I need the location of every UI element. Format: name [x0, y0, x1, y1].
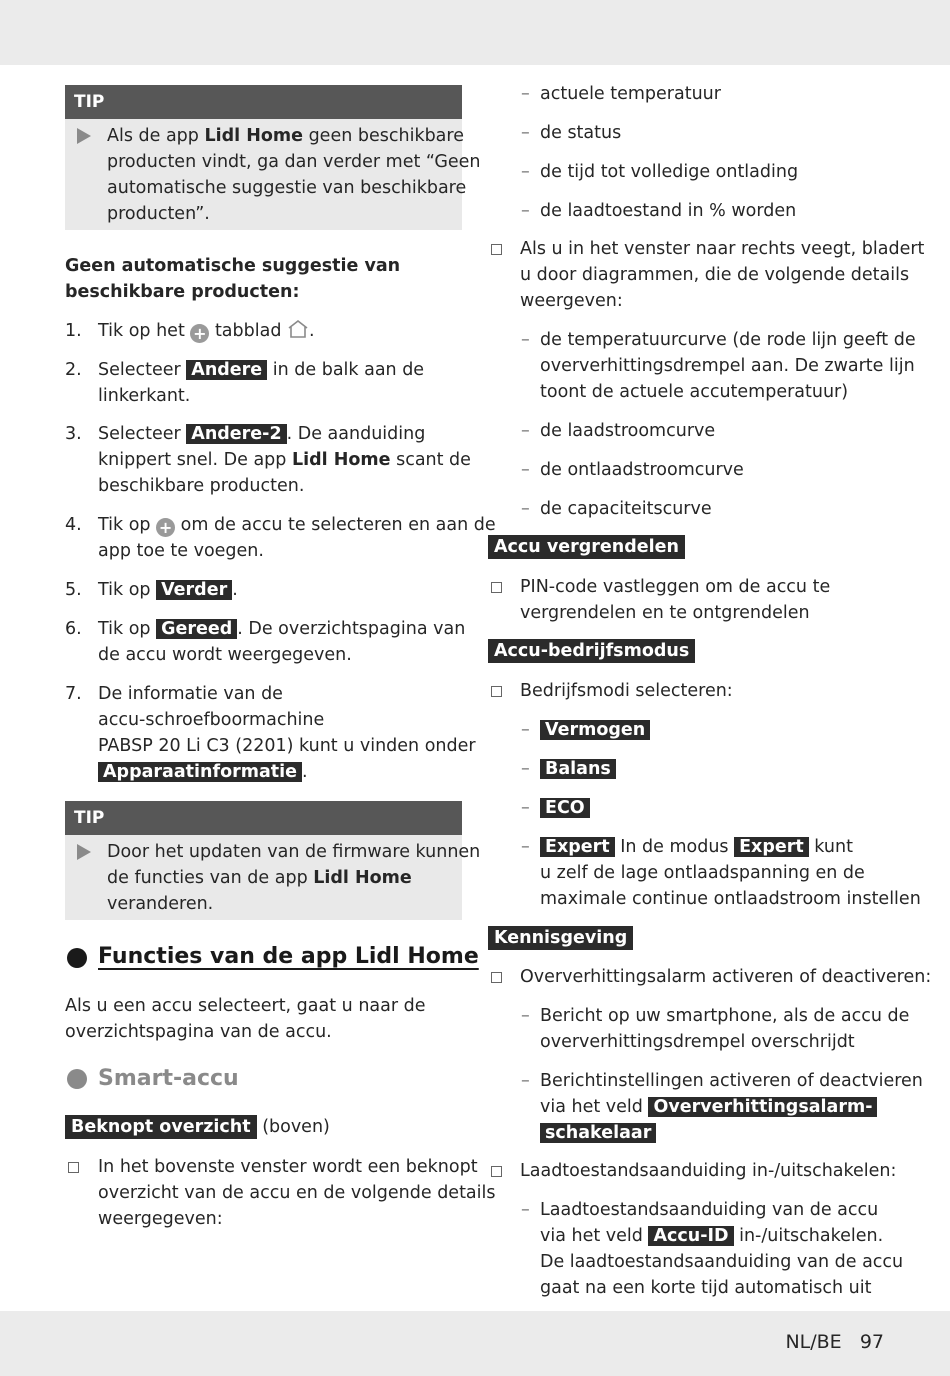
dash-bullet: –	[521, 1006, 530, 1026]
tip-heading: TIP	[65, 801, 462, 835]
home-icon	[287, 319, 309, 339]
tip-box-2	[65, 801, 481, 920]
step-number: 5.	[65, 580, 82, 600]
step-number: 1.	[65, 321, 82, 341]
plus-circle-icon: +	[156, 518, 175, 537]
list-item-text: de laadstroomcurve	[540, 421, 716, 441]
step-number: 4.	[65, 515, 82, 535]
dash-bullet: –	[521, 162, 530, 182]
checkbox-icon	[491, 972, 502, 983]
mode-option: Vermogen	[540, 717, 650, 743]
list-item-text: Laadtoestandsaanduiding van de accu	[540, 1200, 879, 1220]
list-item-text: via het veld Accu-ID in-/uitschakelen.	[540, 1226, 884, 1246]
subheading: beschikbare producten:	[65, 282, 300, 302]
step-text: de accu wordt weergegeven.	[98, 645, 352, 665]
step-number: 3.	[65, 424, 82, 444]
step-5: Tik op Verder .	[98, 580, 238, 600]
lock-label: Accu vergrendelen	[488, 534, 685, 560]
mode-option-expert: Expert In de modus Expert kunt	[540, 834, 853, 860]
step-text: knippert snel. De app Lidl Home scant de	[98, 450, 471, 470]
list-item-text: de tijd tot volledige ontlading	[540, 162, 799, 182]
list-item-text: In het bovenste venster wordt een beknopt	[98, 1157, 478, 1177]
page-footer: NL/BE 97	[785, 1331, 884, 1353]
mode-option: Balans	[540, 756, 616, 782]
tip-text: veranderen.	[107, 894, 214, 914]
tip-text: Als de app Lidl Home geen beschikbare	[107, 126, 464, 146]
step-number: 6.	[65, 619, 82, 639]
list-item-text: de laadtoestand in % worden	[540, 201, 797, 221]
dash-bullet: –	[521, 421, 530, 441]
step-text: PABSP 20 Li C3 (2201) kunt u vinden onder	[98, 736, 476, 756]
list-item-text: via het veld Oververhittingsalarm-	[540, 1094, 877, 1120]
step-text: beschikbare producten.	[98, 476, 305, 496]
list-item-text: schakelaar	[540, 1120, 656, 1146]
step-number: 7.	[65, 684, 82, 704]
list-item-text: Bedrijfsmodi selecteren:	[520, 681, 733, 701]
dash-bullet: –	[521, 84, 530, 104]
list-item-text: oververhittingsdrempel aan. De zwarte lijn	[540, 356, 915, 376]
step-text: linkerkant.	[98, 386, 191, 406]
tip-text: producten vindt, ga dan verder met “Geen	[107, 152, 481, 172]
dash-bullet: –	[521, 123, 530, 143]
section-title: Functies van de app Lidl Home	[98, 944, 479, 969]
step-text: accu-schroefboormachine	[98, 710, 325, 730]
list-item-text: u zelf de lage ontlaadspanning en de	[540, 863, 865, 883]
list-item-text: maximale continue ontlaadstroom instellen	[540, 889, 921, 909]
list-item-text: weergegeven:	[98, 1209, 223, 1229]
dash-bullet: –	[521, 759, 530, 779]
button-label-apparaatinformatie: Apparaatinformatie	[98, 762, 302, 782]
list-item-text: oververhittingsdrempel overschrijdt	[540, 1032, 855, 1052]
list-item-text: Bericht op uw smartphone, als de accu de	[540, 1006, 910, 1026]
dash-bullet: –	[521, 1071, 530, 1091]
intro-text: Als u een accu selecteert, gaat u naar de	[65, 996, 426, 1016]
dash-bullet: –	[521, 1200, 530, 1220]
button-label-verder: Verder	[156, 580, 232, 600]
button-label-andere-2: Andere-2	[186, 424, 286, 444]
list-item-text: de status	[540, 123, 622, 143]
dash-bullet: –	[521, 837, 530, 857]
list-item-text: Laadtoestandsaanduiding in-/uitschakelen:	[520, 1161, 897, 1181]
list-item-text: weergeven:	[520, 291, 623, 311]
step-2: Selecteer Andere in de balk aan de	[98, 360, 425, 380]
subheading: Geen automatische suggestie van	[65, 256, 401, 276]
step-text: Apparaatinformatie .	[98, 759, 308, 785]
checkbox-icon	[491, 582, 502, 593]
list-item-text: de capaciteitscurve	[540, 499, 712, 519]
checkbox-icon	[68, 1162, 79, 1173]
list-item-text: u door diagrammen, die de volgende details	[520, 265, 910, 285]
step-1: Tik op het + tabblad .	[98, 321, 315, 343]
button-label-andere: Andere	[186, 360, 267, 380]
step-6: Tik op Gereed . De overzichtspagina van	[98, 619, 466, 639]
step-text: app toe te voegen.	[98, 541, 264, 561]
list-item-text: Als u in het venster naar rechts veegt, bladert	[520, 239, 925, 259]
list-item-text: de temperatuurcurve (de rode lijn geeft de	[540, 330, 916, 350]
list-item-text: overzicht van de accu en de volgende details	[98, 1183, 496, 1203]
tip-text: automatische suggestie van beschikbare	[107, 178, 467, 198]
bullet-dot-icon	[67, 1069, 87, 1089]
step-text: De informatie van de	[98, 684, 283, 704]
mode-label: Accu-bedrijfsmodus	[488, 638, 695, 664]
list-item-text: toont de actuele accutemperatuur)	[540, 382, 849, 402]
tip-text: de functies van de app Lidl Home	[107, 868, 412, 888]
checkbox-icon	[491, 1166, 502, 1177]
arrow-icon	[77, 128, 91, 144]
list-item-text: Berichtinstellingen activeren of deactvieren	[540, 1071, 923, 1091]
mode-option: ECO	[540, 795, 590, 821]
dash-bullet: –	[521, 499, 530, 519]
dash-bullet: –	[521, 460, 530, 480]
intro-text: overzichtspagina van de accu.	[65, 1022, 332, 1042]
bullet-dot-icon	[67, 948, 87, 968]
step-number: 2.	[65, 360, 82, 380]
tip-box-1	[65, 85, 481, 230]
dash-bullet: –	[521, 720, 530, 740]
arrow-icon	[77, 844, 91, 860]
list-item-text: vergrendelen en te ontgrendelen	[520, 603, 810, 623]
checkbox-icon	[491, 244, 502, 255]
tip-text: Door het updaten van de firmware kunnen	[107, 842, 481, 862]
tip-text: producten”.	[107, 204, 210, 224]
dash-bullet: –	[521, 330, 530, 350]
step-4: Tik op + om de accu te selecteren en aan de	[98, 515, 496, 537]
dash-bullet: –	[521, 201, 530, 221]
plus-circle-icon: +	[190, 324, 209, 343]
notice-label: Kennisgeving	[488, 925, 633, 951]
button-label-gereed: Gereed	[156, 619, 237, 639]
overview-label: Beknopt overzicht (boven)	[65, 1114, 330, 1140]
list-item-text: De laadtoestandsaanduiding van de accu	[540, 1252, 904, 1272]
sub-section-title: Smart-accu	[98, 1066, 239, 1091]
tip-heading: TIP	[65, 85, 462, 119]
list-item-text: actuele temperatuur	[540, 84, 721, 104]
dash-bullet: –	[521, 798, 530, 818]
list-item-text: gaat na een korte tijd automatisch uit	[540, 1278, 872, 1298]
list-item-text: PIN-code vastleggen om de accu te	[520, 577, 831, 597]
list-item-text: de ontlaadstroomcurve	[540, 460, 744, 480]
checkbox-icon	[491, 686, 502, 697]
step-3: Selecteer Andere-2 . De aanduiding	[98, 424, 426, 444]
list-item-text: Oververhittingsalarm activeren of deactiveren:	[520, 967, 932, 987]
top-band	[0, 0, 950, 65]
